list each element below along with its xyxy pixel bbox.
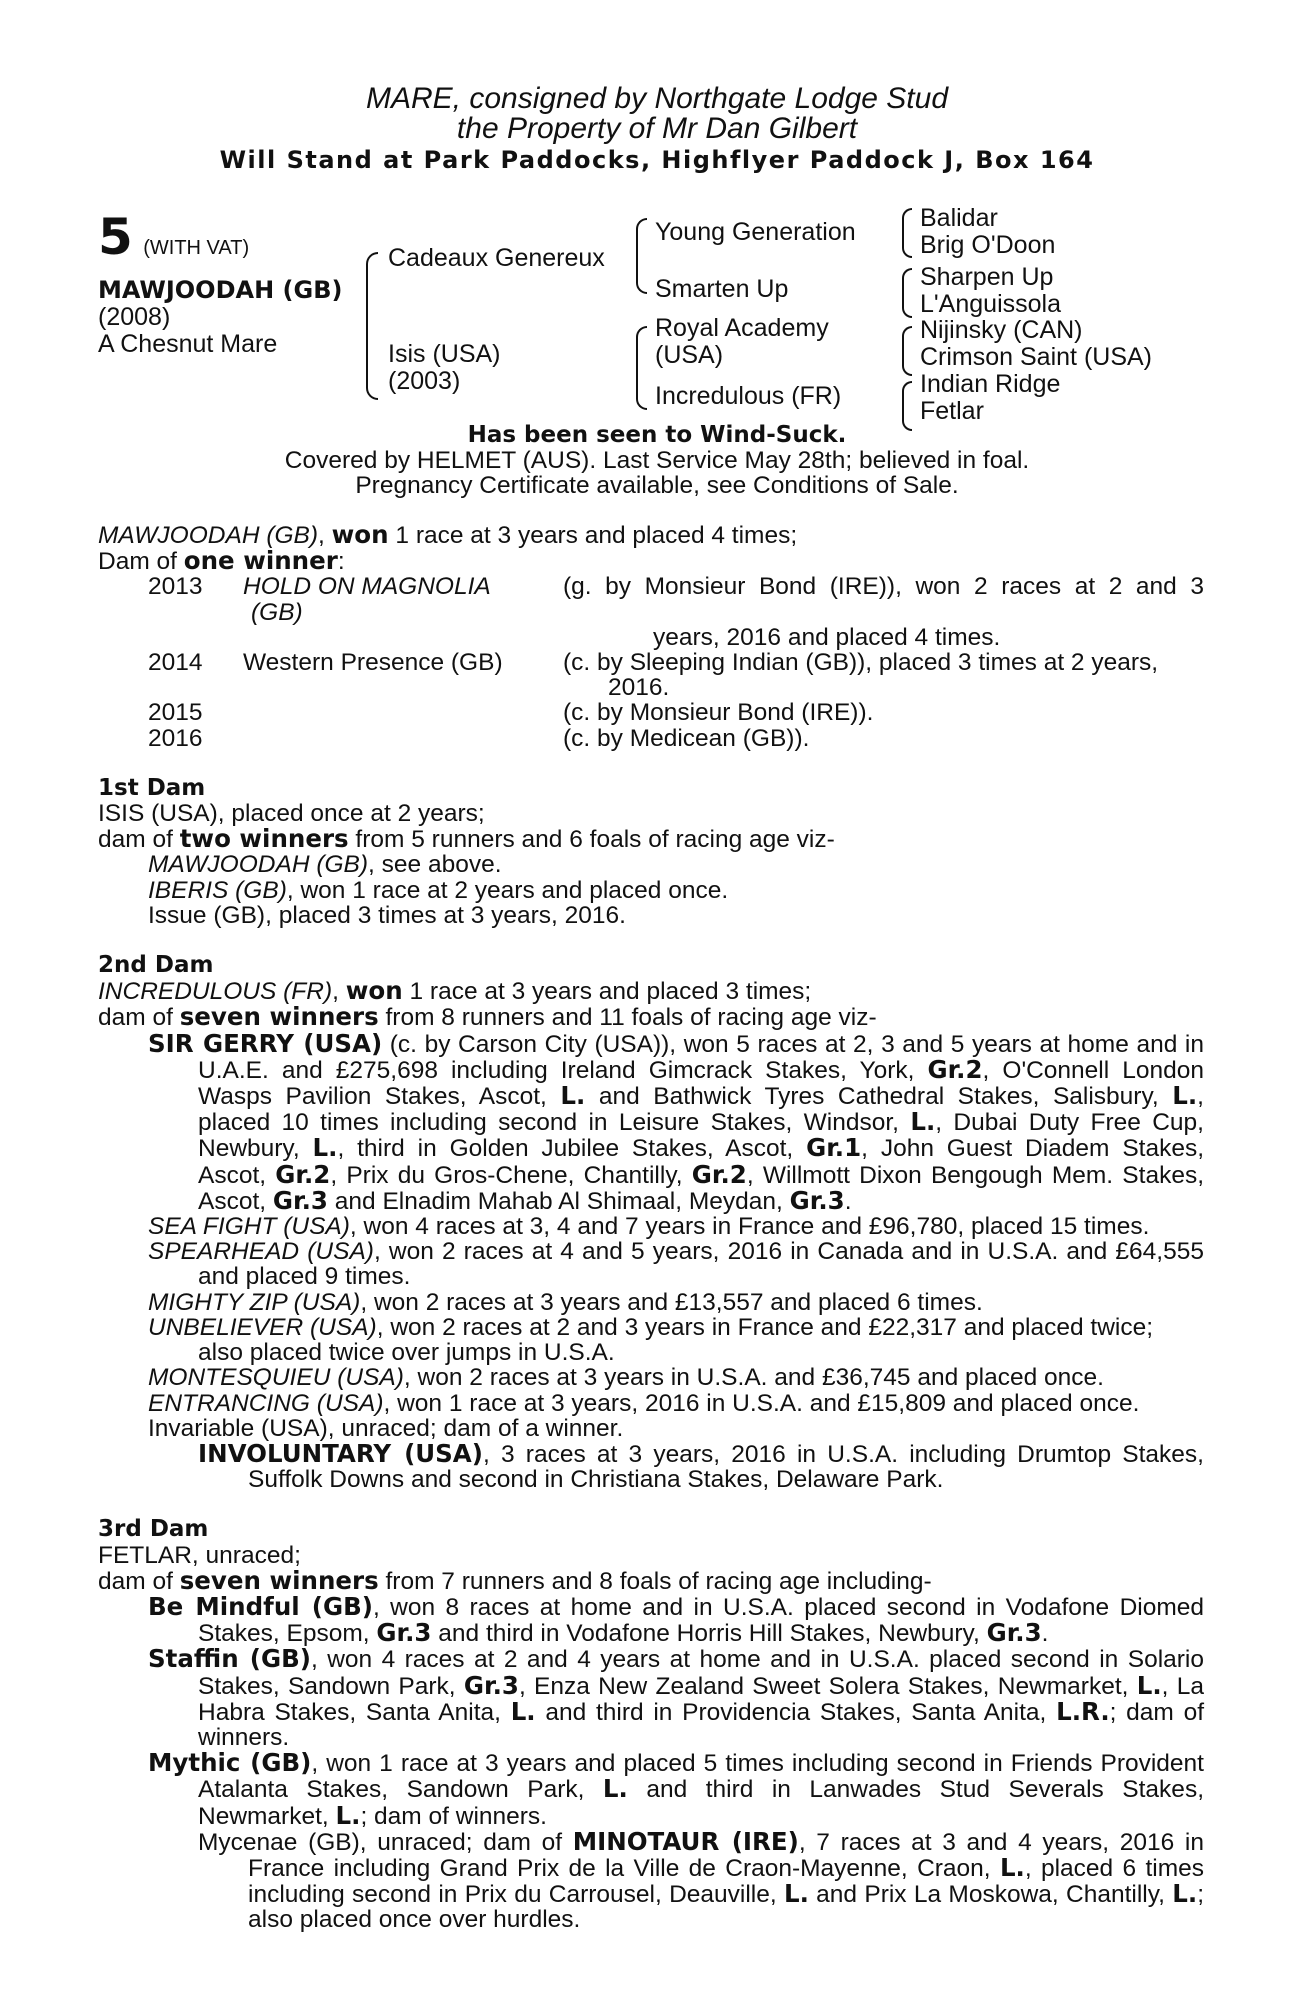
second-dam-entry: SIR GERRY (USA) (c. by Carson City (USA)), won 5 races at 2, 3 and 5 years at home and in U.A.E. and £275,698 including Ireland Gimcrack Stakes, York, Gr.2, O'Connell London Wasps Pavilion Stakes, Ascot, L. and Bathwick Tyres Cathedral Stakes, Salisbury, L., placed 10 times including second in Leisure Stakes, Windsor, L., Dubai Duty Free Cup, Newbury, L., third in Golden Jubilee Stakes, Ascot, Gr.1, John Guest Diadem Stakes, Ascot, Gr.2, Prix du Gros-Chene, Chantilly, Gr.2, Willmott Dixon Bengough Mem. Stakes, Ascot, Gr.3 and Elnadim Mahab Al Shimaal, Meydan, Gr.3. bbox=[148, 1028, 1205, 1215]
header-location: Will Stand at Park Paddocks, Highflyer Paddock J, Box 164 bbox=[219, 146, 1095, 174]
pedigree-bracket-3a bbox=[902, 208, 912, 258]
progeny-row: 2016 (c. by Medicean (GB)). bbox=[148, 724, 810, 752]
header-consignor: MARE, consigned by Northgate Lodge Stud bbox=[365, 82, 949, 115]
pedigree-dds: Indian Ridge bbox=[920, 370, 1061, 398]
pedigree-sds: Sharpen Up bbox=[920, 263, 1054, 291]
pedigree-bracket-3b bbox=[902, 268, 912, 318]
progeny-row: 2015 (c. by Monsieur Bond (IRE)). bbox=[148, 699, 874, 727]
third-dam-entry: Be Mindful (GB), won 8 races at home and in U.S.A. placed second in Vodafone Diomed Stakes, Epsom, Gr.3 and third in Vodafone Horris Hill Stakes, Newbury, Gr.3. bbox=[148, 1591, 1204, 1648]
covered-note: Covered by HELMET (AUS). Last Service May 28th; believed in foal. bbox=[284, 447, 1030, 474]
header-owner: the Property of Mr Dan Gilbert bbox=[456, 112, 858, 145]
third-dam-heading: 3rd Dam bbox=[98, 1516, 209, 1543]
third-dam-entry: Mythic (GB), won 1 race at 3 years and placed 5 times including second in Friends Provident Atalanta Stakes, Sandown Park, L. and third in Lanwades Stud Severals Stakes, Newmarket, L.; dam of winners. bbox=[148, 1748, 1204, 1830]
first-dam-entry: Issue (GB), placed 3 times at 3 years, 2016. bbox=[148, 901, 626, 929]
pedigree-dam-name: Isis (USA) bbox=[388, 340, 501, 368]
pedigree-bracket-3c bbox=[902, 326, 912, 376]
second-dam-entry: ENTRANCING (USA), won 1 race at 3 years, 2016 in U.S.A. and £15,809 and placed once. bbox=[148, 1389, 1140, 1417]
progeny-row: 2013 HOLD ON MAGNOLIA (GB) (g. by Monsieur Bond (IRE)), won 2 races at 2 and 3 bbox=[148, 573, 1204, 626]
wind-suck-note: Has been seen to Wind-Suck. bbox=[467, 422, 847, 448]
third-dam-entry: Staffin (GB), won 4 races at 2 and 4 years at home and in U.S.A. placed second in Solario Stakes, Sandown Park, Gr.3, Enza New Zealand Sweet Solera Stakes, Newmarket, L., La Habra Stakes, Santa Anita, L. and third in Providencia Stakes, Santa Anita, L.R.; dam of winners. bbox=[148, 1644, 1204, 1751]
pedigree-sdd: L'Anguissola bbox=[920, 290, 1061, 318]
mare-dam-of: Dam of one winner: bbox=[98, 546, 345, 576]
pedigree-sss: Balidar bbox=[920, 204, 998, 232]
pedigree-sire-dam: Smarten Up bbox=[655, 275, 789, 303]
pregnancy-certificate-note: Pregnancy Certificate available, see Conditions of Sale. bbox=[355, 472, 959, 499]
second-dam-entry: SPEARHEAD (USA), won 2 races at 4 and 5 years, 2016 in Canada and in U.S.A. and £64,555 and placed 9 times. bbox=[148, 1238, 1204, 1291]
pedigree-sire-sire: Young Generation bbox=[655, 218, 856, 246]
pedigree-sire: Cadeaux Genereux bbox=[388, 244, 605, 272]
first-dam-produce: dam of two winners from 5 runners and 6 foals of racing age viz- bbox=[98, 824, 835, 854]
third-dam-grandchild: Mycenae (GB), unraced; dam of MINOTAUR (IRE), 7 races at 3 and 4 years, 2016 in France including Grand Prix de la Ville de Craon-Mayenne, Craon, L., placed 6 times including second in Prix du Carrousel, Deauville, L. and Prix La Moskowa, Chantilly, L.; also placed once over hurdles. bbox=[198, 1826, 1204, 1934]
first-dam-heading: 1st Dam bbox=[98, 774, 206, 801]
second-dam-line: INCREDULOUS (FR), won 1 race at 3 years and placed 3 times; bbox=[98, 976, 812, 1006]
pedigree-ssd: Brig O'Doon bbox=[920, 231, 1056, 259]
pedigree-dam-dam: Incredulous (FR) bbox=[655, 382, 842, 410]
pedigree-bracket-2b bbox=[636, 326, 647, 410]
second-dam-entry: MONTESQUIEU (USA), won 2 races at 3 years in U.S.A. and £36,745 and placed once. bbox=[148, 1364, 1104, 1392]
second-dam-entry: SEA FIGHT (USA), won 4 races at 3, 4 and 7 years in France and £96,780, placed 15 times. bbox=[148, 1213, 1150, 1241]
pedigree-dam-sire-country: (USA) bbox=[655, 341, 724, 369]
catalogue-body bbox=[98, 522, 1204, 1933]
pedigree-bracket-2a bbox=[636, 218, 647, 294]
mare-record: MAWJOODAH (GB), won 1 race at 3 years and placed 4 times; bbox=[98, 520, 798, 549]
horse-year: (2008) bbox=[98, 303, 171, 331]
third-dam-produce: dam of seven winners from 7 runners and 8 foals of racing age including- bbox=[98, 1565, 932, 1595]
lot-number-block bbox=[98, 208, 249, 266]
first-dam-line: ISIS (USA), placed once at 2 years; bbox=[98, 800, 485, 828]
lot-number: 5 bbox=[98, 208, 133, 266]
first-dam-entry: IBERIS (GB), won 1 race at 2 years and placed once. bbox=[148, 876, 729, 904]
progeny-row: 2014 Western Presence (GB) (c. by Sleeping Indian (GB)), placed 3 times at 2 years, bbox=[148, 649, 1159, 677]
pedigree-bracket-1 bbox=[366, 252, 378, 400]
pedigree-ddd: Fetlar bbox=[920, 397, 984, 425]
horse-description: A Chesnut Mare bbox=[98, 330, 278, 358]
pedigree-dam-year: (2003) bbox=[388, 367, 461, 395]
second-dam-grandchild: INVOLUNTARY (USA), 3 races at 3 years, 2016 in U.S.A. including Drumtop Stakes, Suffolk Downs and second in Christiana Stakes, Delaware Park. bbox=[198, 1438, 1204, 1494]
vat-note: (WITH VAT) bbox=[143, 237, 250, 259]
pedigree-dam-sire: Royal Academy bbox=[655, 314, 829, 342]
second-dam-entry: Invariable (USA), unraced; dam of a winner. bbox=[148, 1414, 624, 1442]
progeny-table: 2013 HOLD ON MAGNOLIA (GB) (g. by Monsieur Bond (IRE)), won 2 races at 2 and 3 years, 2016 and placed 4 times. 2014 Western Presence (GB) (c. by Sleeping Indian (GB)), placed 3 times at 2 years, 2016. 2015 (c. by Monsieur Bond (IRE)). 2016 (c. by Medicean (GB)). bbox=[98, 574, 1204, 750]
pedigree-dss: Nijinsky (CAN) bbox=[920, 316, 1083, 344]
horse-name: MAWJOODAH (GB) bbox=[98, 276, 343, 304]
second-dam-heading: 2nd Dam bbox=[98, 952, 214, 979]
pedigree-dsd: Crimson Saint (USA) bbox=[920, 343, 1152, 371]
first-dam-entry: MAWJOODAH (GB), see above. bbox=[148, 851, 502, 879]
third-dam-line: FETLAR, unraced; bbox=[98, 1541, 301, 1569]
second-dam-produce: dam of seven winners from 8 runners and 11 foals of racing age viz- bbox=[98, 1002, 877, 1032]
second-dam-entry: MIGHTY ZIP (USA), won 2 races at 3 years and £13,557 and placed 6 times. bbox=[148, 1288, 983, 1316]
second-dam-entry: UNBELIEVER (USA), won 2 races at 2 and 3 years in France and £22,317 and placed twice; also placed twice over jumps in U.S.A. bbox=[148, 1313, 1154, 1367]
